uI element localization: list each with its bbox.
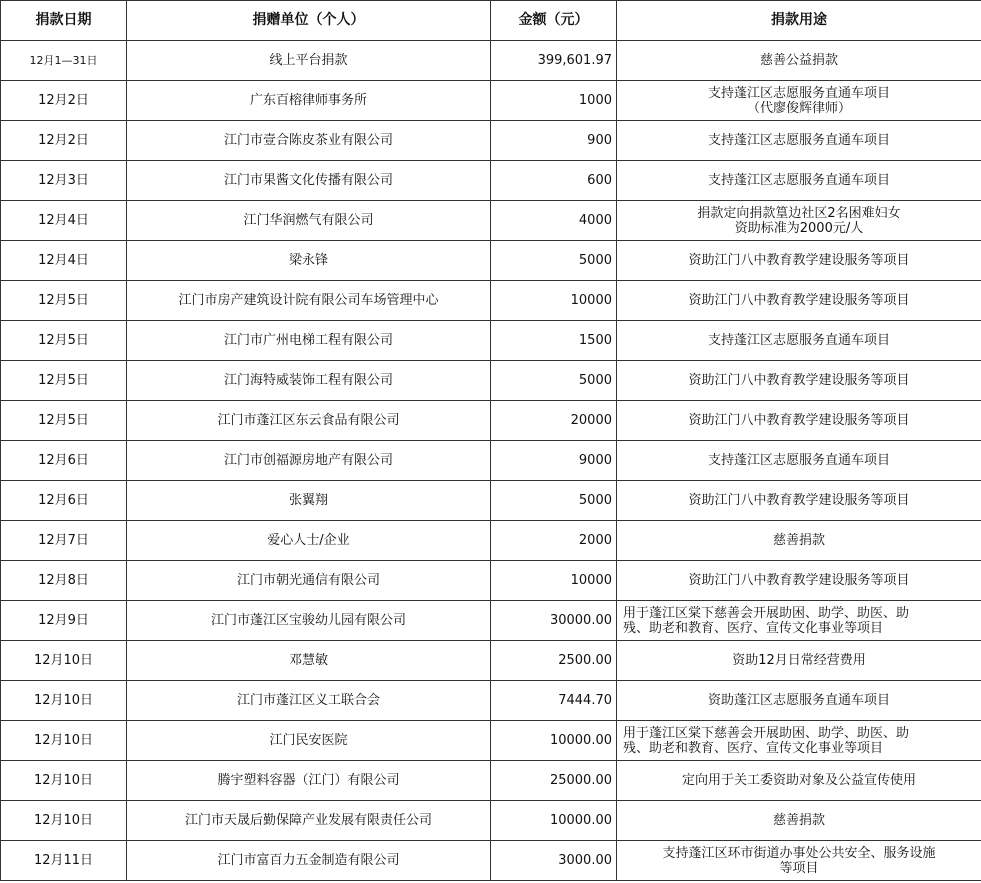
- cell-date: 12月5日: [1, 361, 127, 401]
- header-amount: 金额（元）: [491, 1, 617, 41]
- table-row: [1, 761, 981, 801]
- cell-purpose: [617, 41, 981, 81]
- cell-purpose: [617, 761, 981, 801]
- cell-date: 12月2日: [1, 81, 127, 121]
- table-row: [1, 681, 981, 721]
- purpose-line: 资助江门八中教育教学建设服务等项目: [688, 413, 910, 428]
- cell-donor: 江门市广州电梯工程有限公司: [127, 321, 491, 361]
- cell-amount: 1500: [491, 321, 617, 361]
- cell-amount: 399,601.97: [491, 41, 617, 81]
- table-row: [1, 361, 981, 401]
- cell-date: 12月5日: [1, 401, 127, 441]
- cell-date: 12月3日: [1, 161, 127, 201]
- table-row: [1, 121, 981, 161]
- table-row: [1, 601, 981, 641]
- cell-donor: 江门市房产建筑设计院有限公司车场管理中心: [127, 281, 491, 321]
- cell-date: 12月10日: [1, 641, 127, 681]
- table-row: [1, 641, 981, 681]
- cell-amount: 5000: [491, 241, 617, 281]
- cell-date: 12月10日: [1, 801, 127, 841]
- cell-purpose: [617, 81, 981, 121]
- cell-donor: 线上平台捐款: [127, 41, 491, 81]
- purpose-line: 支持蓬江区志愿服务直通车项目: [707, 453, 890, 468]
- purpose-line: 资助江门八中教育教学建设服务等项目: [688, 253, 910, 268]
- cell-date: 12月2日: [1, 121, 127, 161]
- cell-purpose: [617, 441, 981, 481]
- cell-amount: 4000: [491, 201, 617, 241]
- cell-amount: 10000.00: [491, 801, 617, 841]
- cell-purpose: [617, 201, 981, 241]
- purpose-line-2: 残、助老和教育、医疗、宣传文化事业等项目: [623, 740, 884, 756]
- cell-donor: 邓慧敏: [127, 641, 491, 681]
- cell-purpose: [617, 721, 981, 761]
- cell-donor: 江门市富百力五金制造有限公司: [127, 841, 491, 881]
- table-row: [1, 841, 981, 881]
- header-row: [1, 1, 981, 41]
- cell-amount: 900: [491, 121, 617, 161]
- cell-date: 12月11日: [1, 841, 127, 881]
- purpose-line: 用于蓬江区棠下慈善会开展助困、助学、助医、助: [623, 725, 910, 741]
- cell-purpose: [617, 281, 981, 321]
- cell-donor: 江门市天晟后勤保障产业发展有限责任公司: [127, 801, 491, 841]
- cell-purpose: [617, 401, 981, 441]
- cell-amount: 20000: [491, 401, 617, 441]
- purpose-line: 支持蓬江区志愿服务直通车项目: [707, 173, 890, 188]
- purpose-line: 支持蓬江区志愿服务直通车项目: [707, 333, 890, 348]
- cell-date: 12月8日: [1, 561, 127, 601]
- cell-amount: 1000: [491, 81, 617, 121]
- cell-date: 12月4日: [1, 201, 127, 241]
- purpose-line: 资助蓬江区志愿服务直通车项目: [707, 693, 890, 708]
- purpose-line: 支持蓬江区志愿服务直通车项目: [707, 85, 890, 101]
- purpose-line-2: （代廖俊辉律师）: [746, 100, 851, 116]
- purpose-line: 资助江门八中教育教学建设服务等项目: [688, 373, 910, 388]
- purpose-line-2: 资助标准为2000元/人: [734, 220, 864, 236]
- table-row: [1, 201, 981, 241]
- cell-donor: 江门市创福源房地产有限公司: [127, 441, 491, 481]
- cell-purpose: [617, 161, 981, 201]
- cell-donor: 梁永锋: [127, 241, 491, 281]
- purpose-line: 资助江门八中教育教学建设服务等项目: [688, 573, 910, 588]
- cell-amount: 2000: [491, 521, 617, 561]
- header-purpose: 捐款用途: [617, 1, 981, 41]
- table-row: [1, 721, 981, 761]
- cell-amount: 3000.00: [491, 841, 617, 881]
- table-row: [1, 281, 981, 321]
- cell-amount: 2500.00: [491, 641, 617, 681]
- cell-purpose: [617, 601, 981, 641]
- cell-donor: 江门市蓬江区宝骏幼儿园有限公司: [127, 601, 491, 641]
- purpose-line: 资助江门八中教育教学建设服务等项目: [688, 293, 910, 308]
- table-row: [1, 481, 981, 521]
- cell-donor: 广东百榕律师事务所: [127, 81, 491, 121]
- cell-purpose: [617, 121, 981, 161]
- cell-donor: 江门市朝光通信有限公司: [127, 561, 491, 601]
- header-date: 捐款日期: [1, 1, 127, 41]
- purpose-line: 捐款定向捐款篁边社区2名困难妇女: [697, 205, 901, 221]
- table-row: [1, 801, 981, 841]
- cell-amount: 10000.00: [491, 721, 617, 761]
- cell-amount: 10000: [491, 561, 617, 601]
- cell-amount: 10000: [491, 281, 617, 321]
- cell-amount: 600: [491, 161, 617, 201]
- purpose-line: 支持蓬江区环市街道办事处公共安全、服务设施: [662, 845, 936, 861]
- table-row: [1, 561, 981, 601]
- cell-date: 12月7日: [1, 521, 127, 561]
- cell-donor: 江门市果酱文化传播有限公司: [127, 161, 491, 201]
- cell-date: 12月4日: [1, 241, 127, 281]
- cell-amount: 5000: [491, 361, 617, 401]
- cell-purpose: [617, 681, 981, 721]
- cell-purpose: [617, 841, 981, 881]
- purpose-line: 慈善捐款: [772, 813, 825, 828]
- table-row: [1, 401, 981, 441]
- cell-purpose: [617, 481, 981, 521]
- cell-donor: 爱心人士/企业: [127, 521, 491, 561]
- cell-date: 12月10日: [1, 721, 127, 761]
- cell-purpose: [617, 321, 981, 361]
- cell-amount: 5000: [491, 481, 617, 521]
- table-row: [1, 441, 981, 481]
- table-row: [1, 241, 981, 281]
- purpose-line: 慈善捐款: [772, 533, 825, 548]
- purpose-line: 资助12月日常经营费用: [732, 653, 866, 668]
- purpose-line: 用于蓬江区棠下慈善会开展助困、助学、助医、助: [623, 605, 910, 621]
- cell-date: 12月9日: [1, 601, 127, 641]
- purpose-line: 资助江门八中教育教学建设服务等项目: [688, 493, 910, 508]
- cell-amount: 30000.00: [491, 601, 617, 641]
- purpose-line: 慈善公益捐款: [759, 53, 838, 68]
- cell-date: 12月10日: [1, 761, 127, 801]
- table-row: [1, 81, 981, 121]
- cell-donor: 江门市蓬江区东云食品有限公司: [127, 401, 491, 441]
- cell-date: 12月6日: [1, 441, 127, 481]
- purpose-line-2: 残、助老和教育、医疗、宣传文化事业等项目: [623, 620, 884, 636]
- header-donor: 捐赠单位（个人）: [127, 1, 491, 41]
- cell-donor: 江门海特威装饰工程有限公司: [127, 361, 491, 401]
- cell-purpose: [617, 801, 981, 841]
- cell-date: 12月5日: [1, 321, 127, 361]
- cell-date: 12月10日: [1, 681, 127, 721]
- cell-purpose: [617, 361, 981, 401]
- cell-amount: 7444.70: [491, 681, 617, 721]
- table-row: [1, 321, 981, 361]
- cell-purpose: [617, 561, 981, 601]
- purpose-line-2: 等项目: [779, 860, 819, 876]
- cell-donor: 腾宇塑料容器（江门）有限公司: [127, 761, 491, 801]
- purpose-line: 定向用于关工委资助对象及公益宣传使用: [681, 773, 916, 788]
- cell-amount: 9000: [491, 441, 617, 481]
- cell-date: 12月6日: [1, 481, 127, 521]
- table-row: [1, 41, 981, 81]
- cell-purpose: [617, 521, 981, 561]
- cell-donor: 江门市壹合陈皮茶业有限公司: [127, 121, 491, 161]
- table-row: [1, 521, 981, 561]
- table-row: [1, 161, 981, 201]
- cell-purpose: [617, 241, 981, 281]
- cell-purpose: [617, 641, 981, 681]
- cell-donor: 江门市蓬江区义工联合会: [127, 681, 491, 721]
- cell-date: 12月5日: [1, 281, 127, 321]
- cell-donor: 张翼翔: [127, 481, 491, 521]
- cell-amount: 25000.00: [491, 761, 617, 801]
- purpose-line: 支持蓬江区志愿服务直通车项目: [707, 133, 890, 148]
- cell-date: 12月1—31日: [1, 41, 127, 81]
- cell-donor: 江门华润燃气有限公司: [127, 201, 491, 241]
- cell-donor: 江门民安医院: [127, 721, 491, 761]
